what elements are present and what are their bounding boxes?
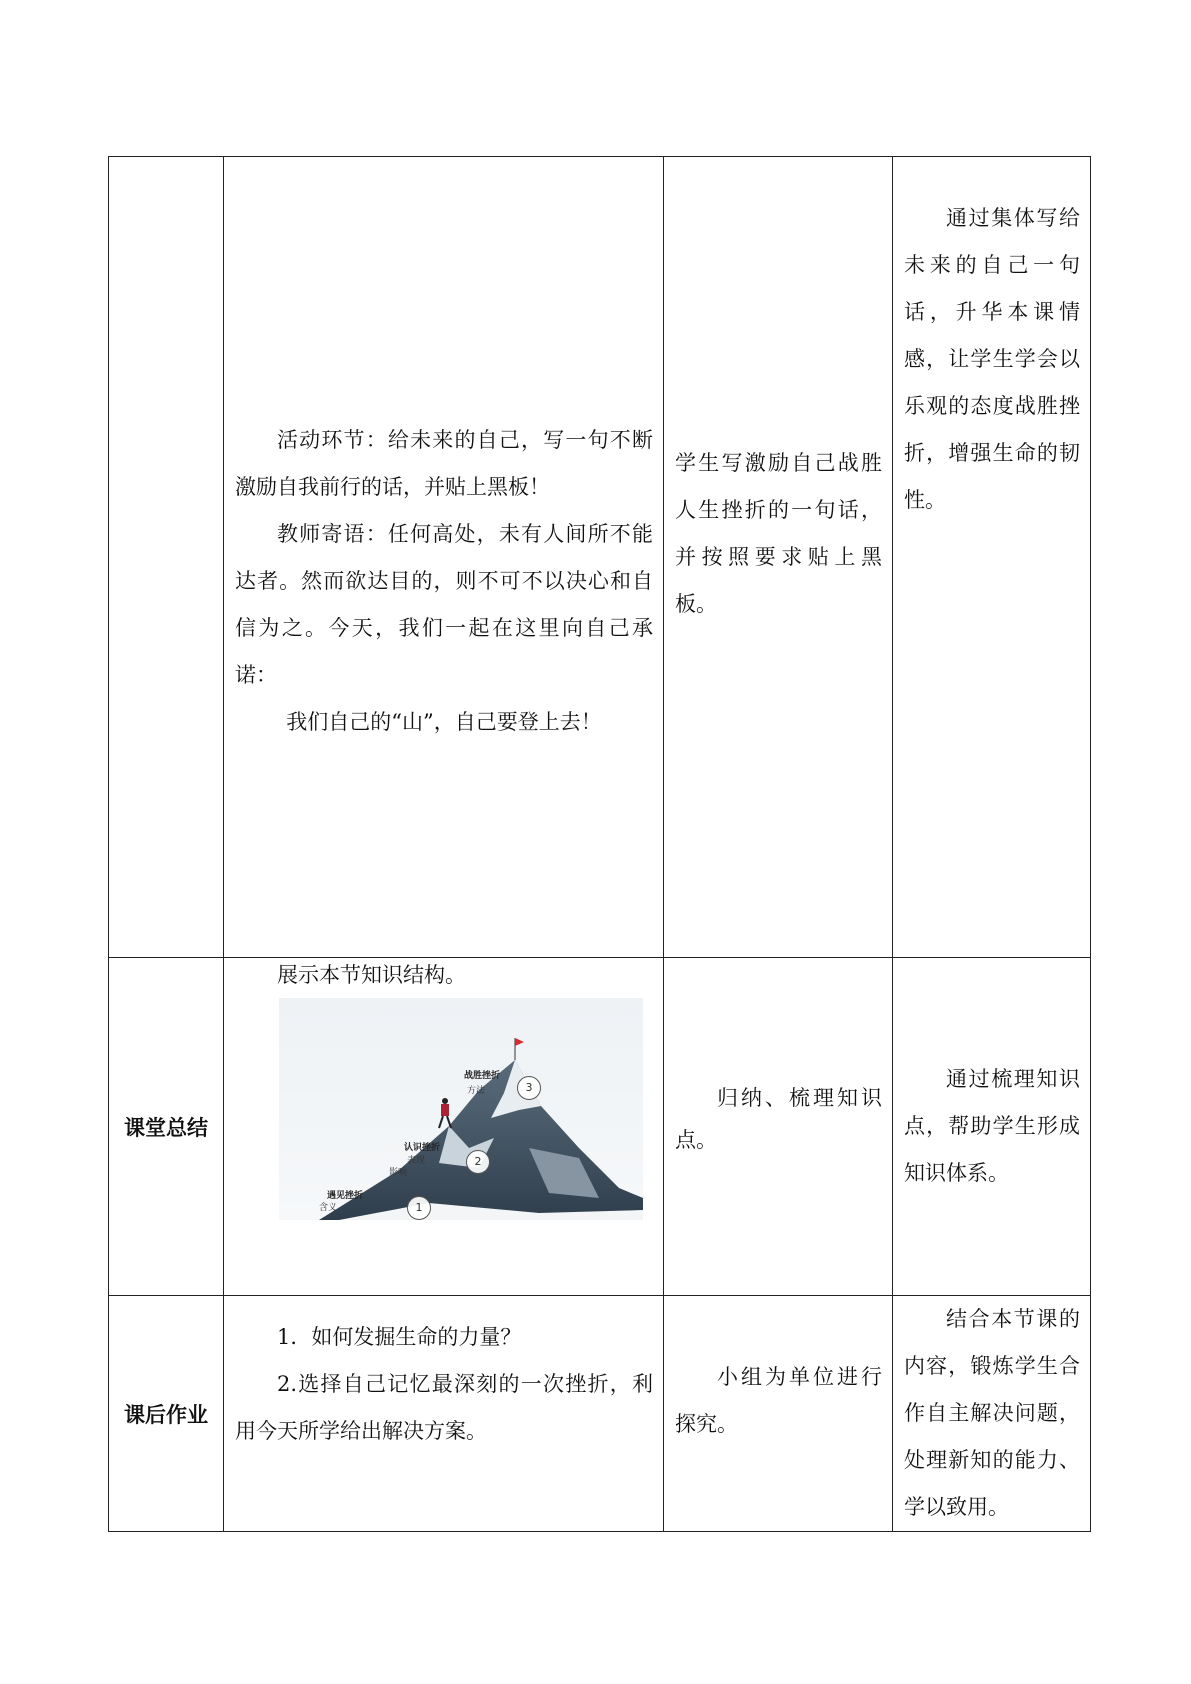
mountain-icon xyxy=(279,998,643,1220)
student-activity-cell xyxy=(664,157,893,958)
step-3-badge: 3 xyxy=(517,1076,541,1100)
student-homework-text: 小组为单位进行探究。 xyxy=(675,1365,882,1436)
activity-paragraph: 活动环节：给未来的自己，写一句不断激励自我前行的话，并贴上黑板！ xyxy=(235,428,653,499)
summary-intent-cell xyxy=(893,958,1091,1296)
homework-intent-text: 结合本节课的内容，锻炼学生合作自主解决问题，处理新知的能力、学以致用。 xyxy=(904,1307,1080,1519)
row-summary xyxy=(109,958,1091,1296)
student-summary-text: 归纳、梳理知识点。 xyxy=(675,1085,882,1152)
student-activity-text: 学生写激励自己战胜人生挫折的一句话，并按照要求贴上黑板。 xyxy=(675,451,882,616)
climber-icon xyxy=(439,1098,451,1128)
lesson-plan-table xyxy=(108,156,1091,1532)
step-2-sub-1: 表现 xyxy=(407,1156,426,1166)
step-3-title: 战胜挫折 xyxy=(464,1071,501,1081)
student-summary-cell xyxy=(664,958,893,1296)
section-cell-summary xyxy=(109,958,224,1296)
teacher-summary-cell xyxy=(224,958,664,1296)
homework-question-2: 2.选择自己记忆最深刻的一次挫折，利用今天所学给出解决方案。 xyxy=(235,1372,653,1443)
homework-question-1: 1．如何发掘生命的力量？ xyxy=(277,1325,522,1349)
step-1-badge: 1 xyxy=(407,1196,431,1220)
homework-intent-cell xyxy=(893,1296,1091,1532)
section-cell-homework xyxy=(109,1296,224,1532)
teacher-activity-cell xyxy=(224,157,664,958)
step-3-sub-1: 方法 xyxy=(467,1086,486,1096)
summary-intent-text: 通过梳理知识点，帮助学生形成知识体系。 xyxy=(904,1067,1080,1185)
row-activity xyxy=(109,157,1091,958)
knowledge-structure-image xyxy=(279,998,643,1220)
row-homework xyxy=(109,1296,1091,1532)
step-2-sub-2: 影响 xyxy=(389,1168,408,1178)
teacher-message-paragraph: 教师寄语：任何高处，未有人间所不能达者。然而欲达目的，则不可不以决心和自信为之。今天，我们一起在这里向自己承诺： xyxy=(235,522,653,687)
slogan-paragraph: 我们自己的“山”，自己要登上去！ xyxy=(286,710,602,734)
design-intent-text: 通过集体写给未来的自己一句话，升华本课情感，让学生学会以乐观的态度战胜挫折，增强生命的韧性。 xyxy=(904,206,1080,512)
step-1-title: 遇见挫折 xyxy=(327,1191,364,1201)
design-intent-cell xyxy=(893,157,1091,958)
section-cell-empty xyxy=(109,157,224,958)
flag-icon xyxy=(515,1038,524,1046)
summary-intro-text: 展示本节知识结构。 xyxy=(277,963,466,987)
section-title-homework: 课后作业 xyxy=(124,1402,208,1427)
teacher-homework-cell xyxy=(224,1296,664,1532)
step-2-title: 认识挫折 xyxy=(404,1143,441,1153)
step-2-badge: 2 xyxy=(466,1150,490,1174)
section-title-summary: 课堂总结 xyxy=(124,1115,208,1140)
student-homework-cell xyxy=(664,1296,893,1532)
step-1-sub-1: 含义 xyxy=(319,1203,338,1213)
